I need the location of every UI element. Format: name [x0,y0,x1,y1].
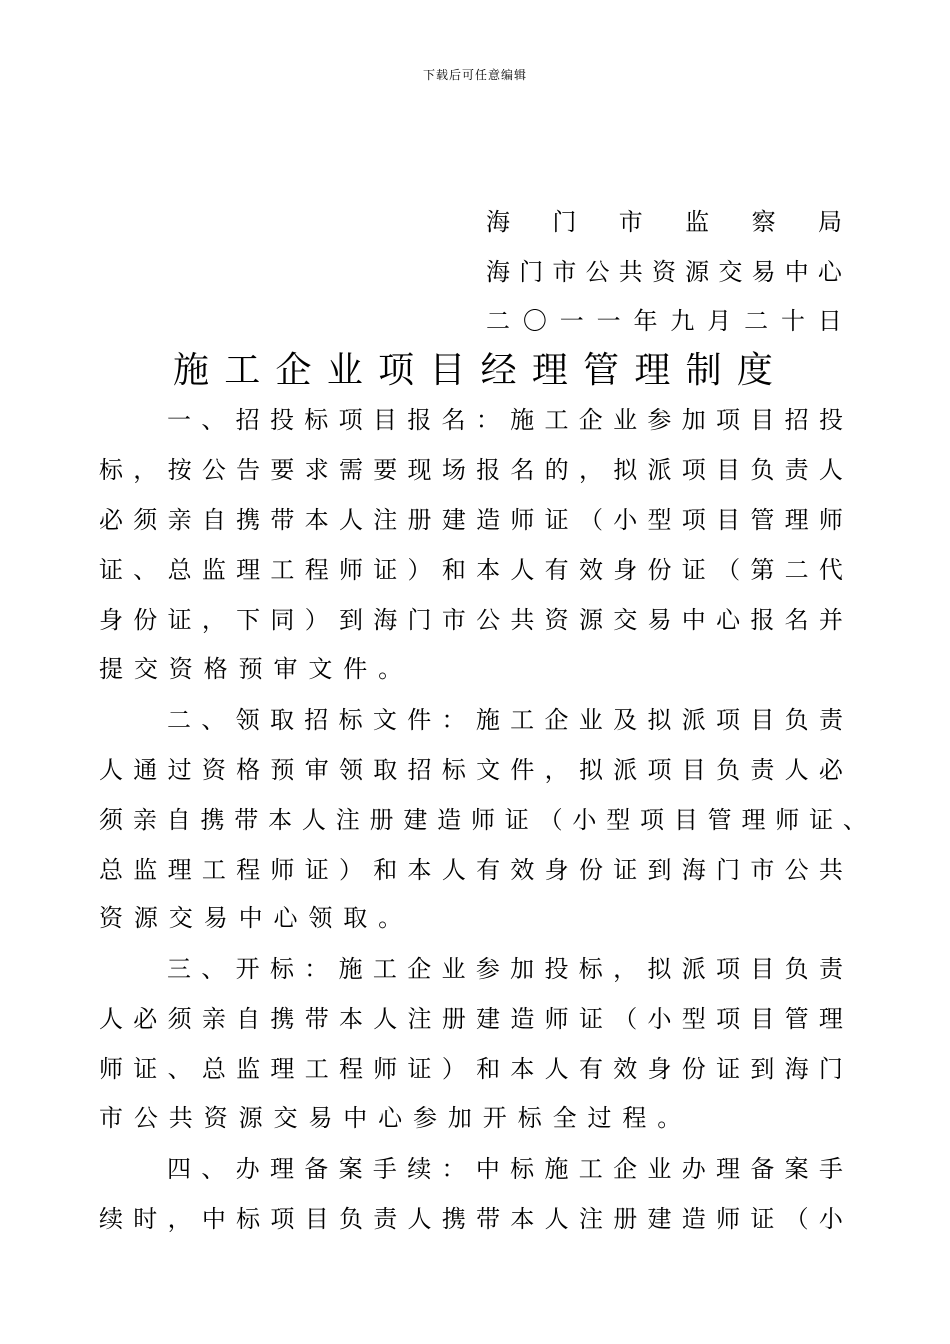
body-line: 必 须 亲 自 携 带 本 人 注 册 建 造 师 证 （ 小 型 项 目 管 理 师 [99,506,843,534]
issuer-agency: 海 门 市 监 察 局 [486,208,842,236]
body-line: 续 时 ， 中 标 项 目 负 责 人 携 带 本 人 注 册 建 造 师 证 （ 小 [99,1205,843,1233]
body-line: 身 份 证 ， 下 同 ） 到 海 门 市 公 共 资 源 交 易 中 心 报 名 并 [99,606,843,634]
issue-date: 二 〇 一 一 年 九 月 二 十 日 [486,307,842,335]
body-line: 四 、 办 理 备 案 手 续 ： 中 标 施 工 企 业 办 理 备 案 手 [167,1155,843,1183]
body-line: 须 亲 自 携 带 本 人 注 册 建 造 师 证 （ 小 型 项 目 管 理 师 证 、 [99,806,867,834]
document-title: 施 工 企 业 项 目 经 理 管 理 制 度 [173,350,773,391]
body-line: 师 证 、 总 监 理 工 程 师 证 ） 和 本 人 有 效 身 份 证 到 海 门 [99,1055,843,1083]
body-line: 人 必 须 亲 自 携 带 本 人 注 册 建 造 师 证 （ 小 型 项 目 管 理 [99,1005,843,1033]
body-line: 人 通 过 资 格 预 审 领 取 招 标 文 件 ， 拟 派 项 目 负 责 人 必 [99,756,843,784]
header-note: 下载后可任意编辑 [422,68,527,82]
body-line: 提 交 资 格 预 审 文 件 。 [99,655,403,683]
body-line: 三 、 开 标 ： 施 工 企 业 参 加 投 标 ， 拟 派 项 目 负 责 [167,955,843,983]
body-line: 证 、 总 监 理 工 程 师 证 ） 和 本 人 有 效 身 份 证 （ 第 二 代 [99,556,843,584]
body-line: 一 、 招 投 标 项 目 报 名 ： 施 工 企 业 参 加 项 目 招 投 [167,406,843,434]
body-line: 资 源 交 易 中 心 领 取 。 [99,904,403,932]
body-line: 总 监 理 工 程 师 证 ） 和 本 人 有 效 身 份 证 到 海 门 市 公 共 [99,856,843,884]
body-line: 标 ， 按 公 告 要 求 需 要 现 场 报 名 的 ， 拟 派 项 目 负 责 人 [99,456,843,484]
issuer-center: 海 门 市 公 共 资 源 交 易 中 心 [486,258,842,286]
body-line: 二 、 领 取 招 标 文 件 ： 施 工 企 业 及 拟 派 项 目 负 责 [167,706,843,734]
body-line: 市 公 共 资 源 交 易 中 心 参 加 开 标 全 过 程 。 [99,1104,682,1132]
